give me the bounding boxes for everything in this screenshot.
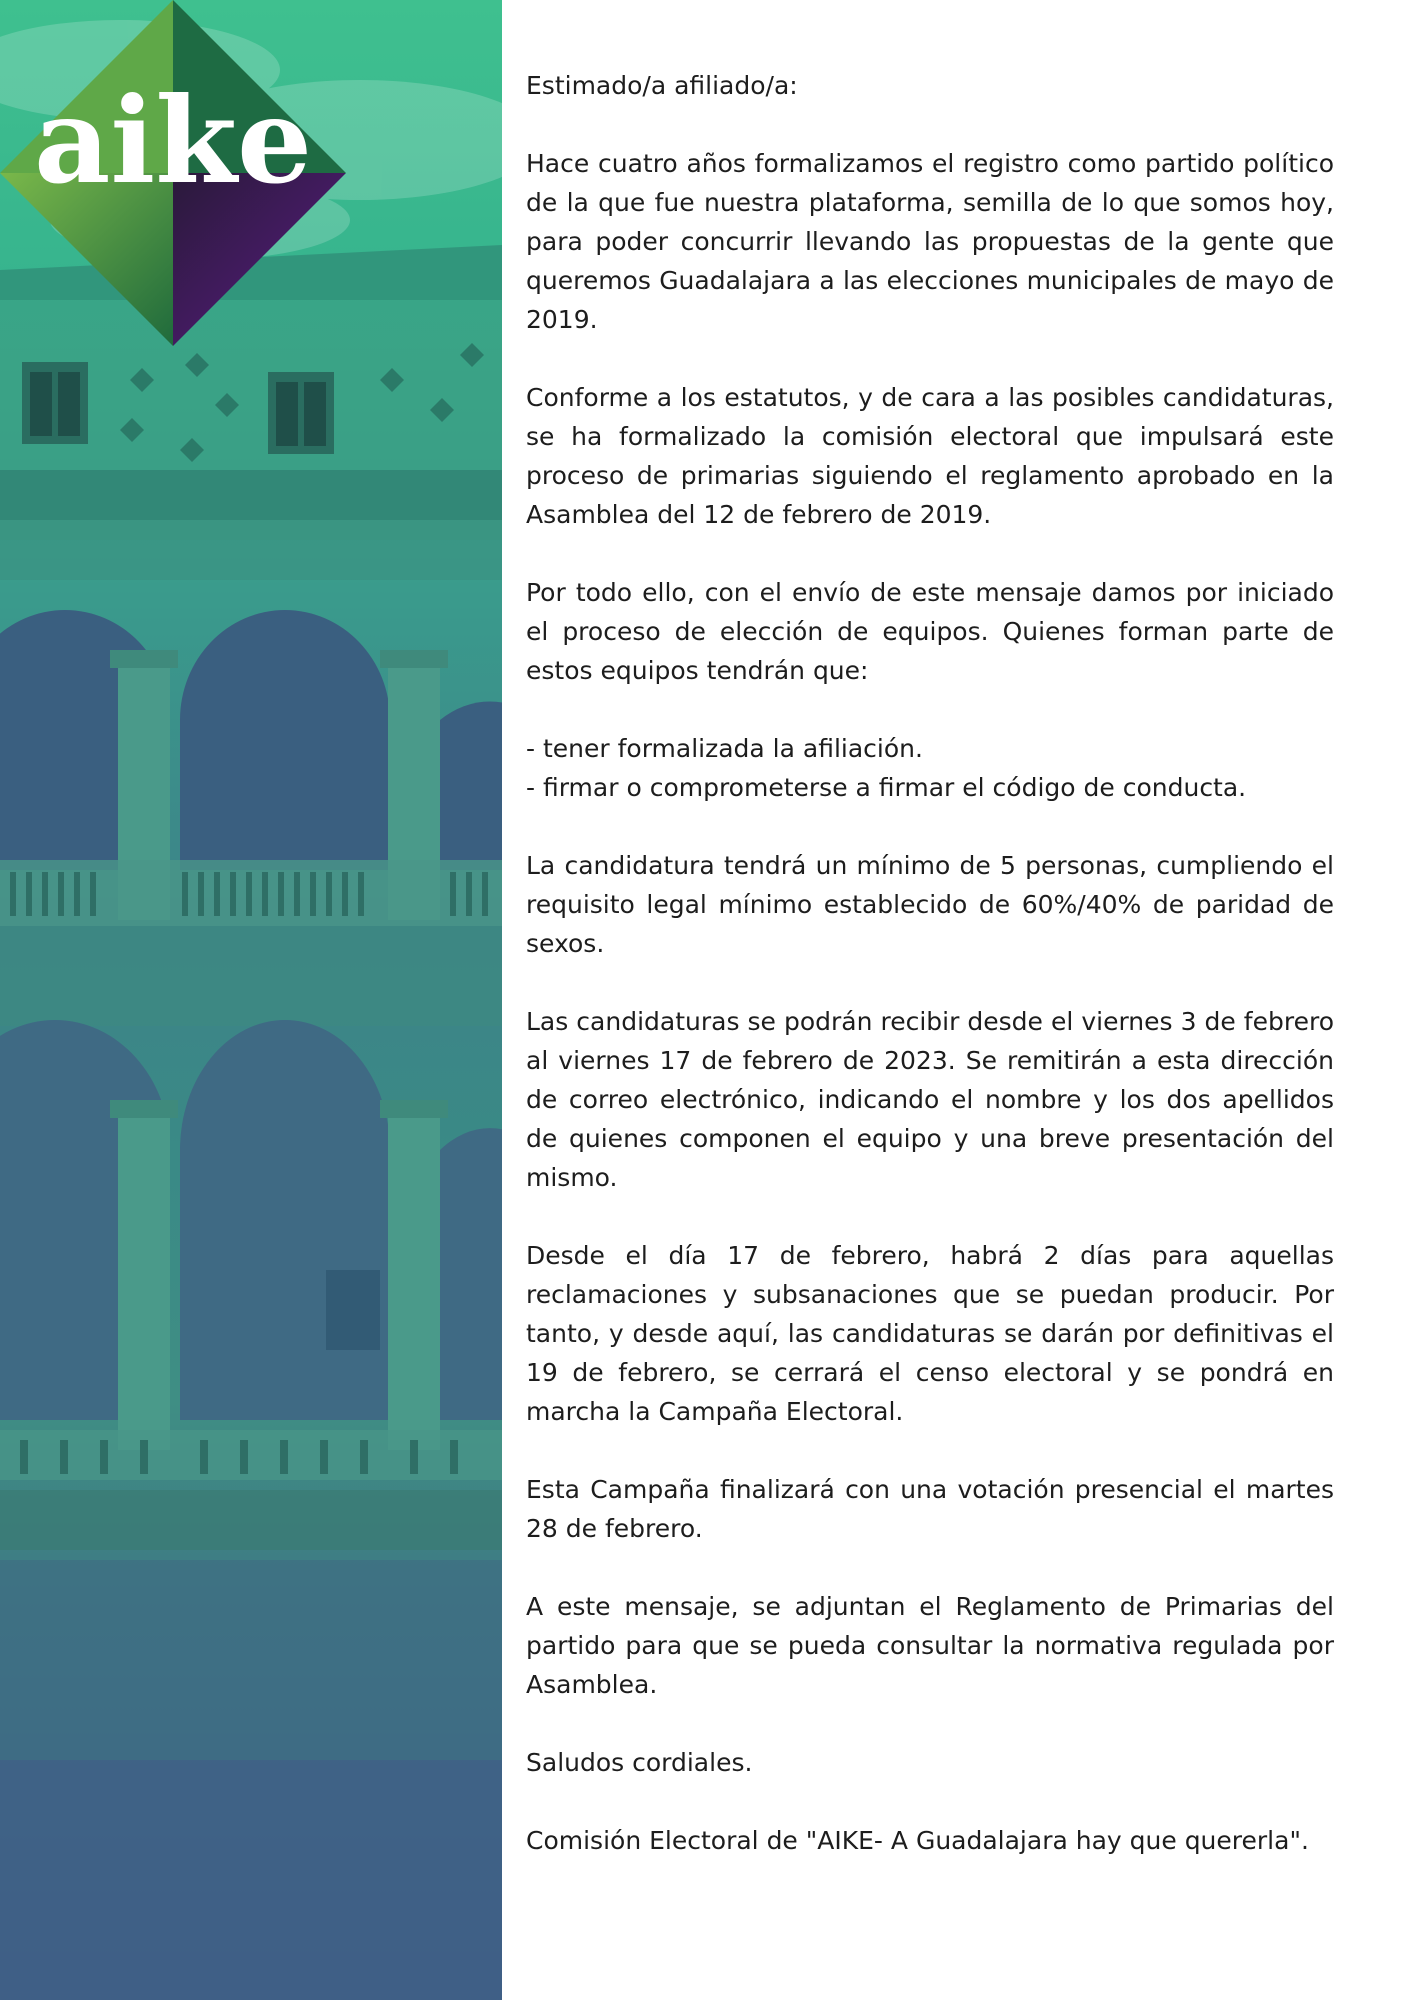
paragraph-process-start: Por todo ello, con el envío de este mensaje damos por iniciado el proceso de elección de equipos. Quienes forman parte de estos equipos tendrán que: bbox=[526, 578, 1334, 685]
aike-logo bbox=[0, 0, 346, 346]
salutation: Estimado/a afiliado/a: bbox=[526, 71, 798, 100]
paragraph-electoral-commission: Conforme a los estatutos, y de cara a las posibles candidaturas, se ha formalizado la comisión electoral que impulsará este proceso de primarias siguiendo el reglamento aprobado en la Asamblea del 12 de febrero de 2019. bbox=[526, 383, 1334, 529]
paragraph-candidacy-size: La candidatura tendrá un mínimo de 5 personas, cumpliendo el requisito legal mínimo establecido de 60%/40% de paridad de sexos. bbox=[526, 851, 1334, 958]
paragraph-submission-dates: Las candidaturas se podrán recibir desde el viernes 3 de febrero al viernes 17 de febrero de 2023. Se remitirán a esta dirección de correo electrónico, indicando el nombre y los dos apellidos de quienes componen el equipo y una breve presentación del mismo. bbox=[526, 1007, 1334, 1192]
closing: Saludos cordiales. bbox=[526, 1748, 753, 1777]
requirement-item: - tener formalizada la afiliación. bbox=[526, 734, 923, 763]
letter-body bbox=[526, 66, 1334, 1899]
signature: Comisión Electoral de "AIKE- A Guadalajara hay que quererla". bbox=[526, 1826, 1309, 1855]
logo-wordmark: aike bbox=[33, 71, 313, 210]
paragraph-claims: Desde el día 17 de febrero, habrá 2 días para aquellas reclamaciones y subsanaciones que se puedan producir. Por tanto, y desde aquí, las candidaturas se darán por definitivas el 19 de febrero, se cerrará el censo electoral y se pondrá en marcha la Campaña Electoral. bbox=[526, 1241, 1334, 1426]
paragraph-voting: Esta Campaña finalizará con una votación presencial el martes 28 de febrero. bbox=[526, 1475, 1334, 1543]
paragraph-attachment: A este mensaje, se adjuntan el Reglamento de Primarias del partido para que se pueda consultar la normativa regulada por Asamblea. bbox=[526, 1592, 1334, 1699]
requirement-item: - firmar o comprometerse a firmar el código de conducta. bbox=[526, 773, 1247, 802]
paragraph-registration: Hace cuatro años formalizamos el registro como partido político de la que fue nuestra plataforma, semilla de lo que somos hoy, para poder concurrir llevando las propuestas de la gente que queremos Guadalajara a las elecciones municipales de mayo de 2019. bbox=[526, 149, 1334, 334]
side-photo-panel bbox=[0, 0, 502, 2000]
